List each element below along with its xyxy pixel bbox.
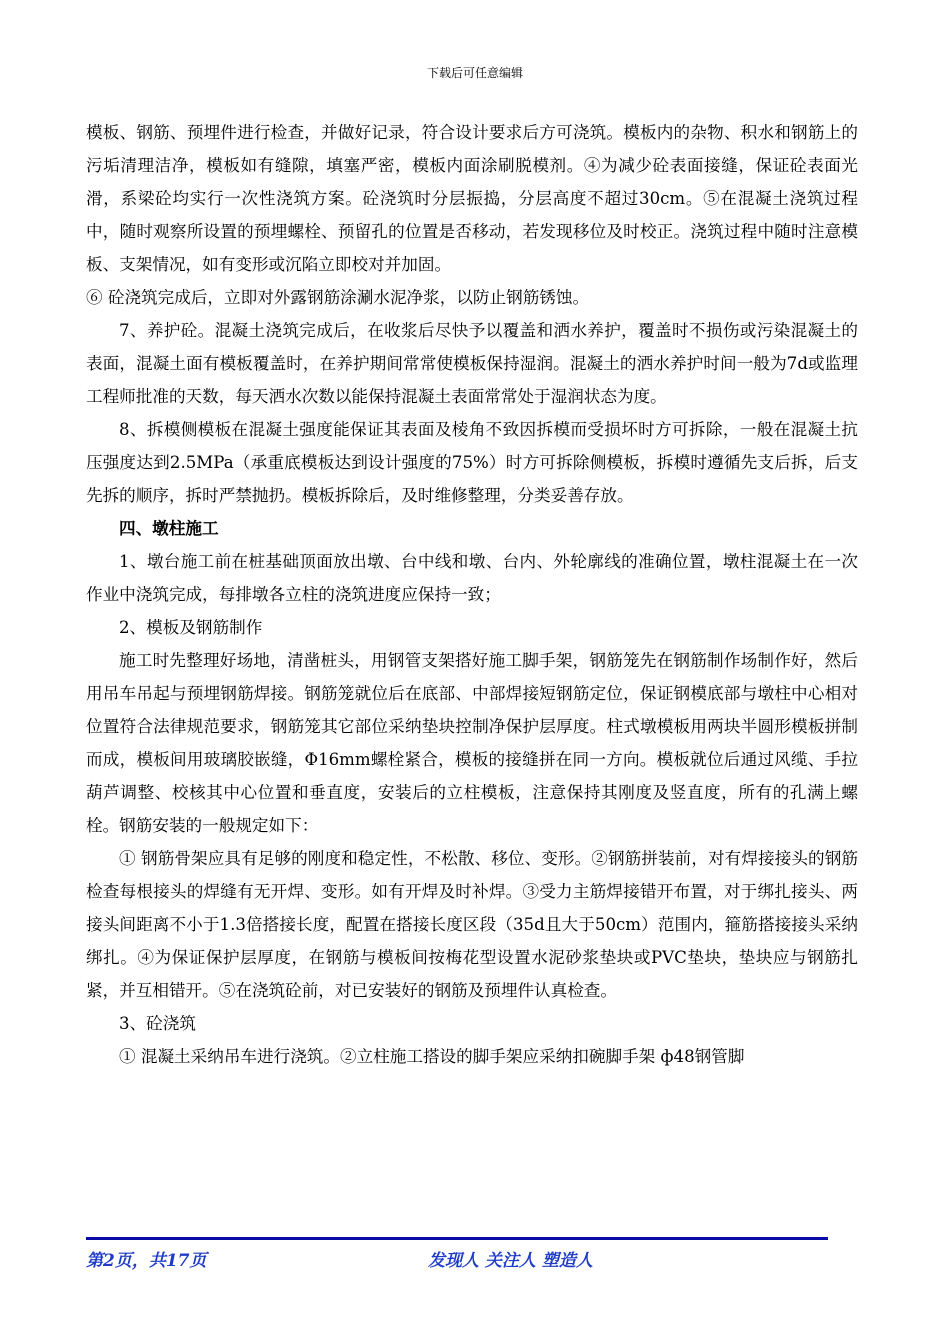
paragraph: 模板、钢筋、预埋件进行检查，并做好记录，符合设计要求后方可浇筑。模板内的杂物、积水和钢筋上的污垢清理洁净，模板如有缝隙，填塞严密，模板内面涂刷脱模剂。④为减少砼表面接缝，保证砼表面光滑，系梁砼均实行一次性浇筑方案。砼浇筑时分层振捣，分层高度不超过30cm。⑤在混凝土浇筑过程中，随时观察所设置的预埋螺栓、预留孔的位置是否移动，若发现移位及时校正。浇筑过程中随时注意模板、支架情况，如有变形或沉陷立即校对并加固。 [86, 123, 858, 274]
paragraph: 7、养护砼。混凝土浇筑完成后，在收浆后尽快予以覆盖和洒水养护，覆盖时不损伤或污染混凝土的表面，混凝土面有模板覆盖时，在养护期间常常使模板保持湿润。混凝土的洒水养护时间一般为7d或监理工程师批准的天数，每天洒水次数以能保持混凝土表面常常处于湿润状态为度。 [86, 321, 858, 406]
page-header: 下载后可任意编辑 [426, 66, 523, 80]
page-footer [86, 1246, 828, 1270]
subheading: 3、砼浇筑 [119, 1014, 196, 1033]
footer-slogan: 发现人 关注人 塑造人 [428, 1251, 593, 1271]
section-heading: 四、墩柱施工 [119, 518, 219, 538]
paragraph: 8、拆模侧模板在混凝土强度能保证其表面及棱角不致因拆模而受损坏时方可拆除，一般在混凝土抗压强度达到2.5MPa（承重底模板达到设计强度的75%）时方可拆除侧模板，拆模时遵循先支后拆，后支先拆的顺序，拆时严禁抛扔。模板拆除后，及时维修整理，分类妥善存放。 [86, 420, 858, 505]
paragraph: ① 钢筋骨架应具有足够的刚度和稳定性，不松散、移位、变形。②钢筋拼装前，对有焊接接头的钢筋检查每根接头的焊缝有无开焊、变形。如有开焊及时补焊。③受力主筋焊接错开布置，对于绑扎接头、两接头间距离不小于1.3倍搭接长度，配置在搭接长度区段（35d且大于50cm）范围内，箍筋搭接接头采纳绑扎。④为保证保护层厚度，在钢筋与模板间按梅花型设置水泥砂浆垫块或PVC垫块，垫块应与钢筋扎紧，并互相错开。⑤在浇筑砼前，对已安装好的钢筋及预埋件认真检查。 [86, 849, 858, 1000]
page-number: 第2页，共17页 [86, 1251, 207, 1271]
paragraph: 1、墩台施工前在桩基础顶面放出墩、台中线和墩、台内、外轮廓线的准确位置，墩柱混凝土在一次作业中浇筑完成，每排墩各立柱的浇筑进度应保持一致； [86, 552, 858, 604]
subheading: 2、模板及钢筋制作 [119, 618, 263, 637]
paragraph: ⑥ 砼浇筑完成后，立即对外露钢筋涂涮水泥净浆，以防止钢筋锈蚀。 [86, 288, 590, 307]
paragraph: 施工时先整理好场地，清凿桩头，用钢管支架搭好施工脚手架，钢筋笼先在钢筋制作场制作好，然后用吊车吊起与预埋钢筋焊接。钢筋笼就位后在底部、中部焊接短钢筋定位，保证钢模底部与墩柱中心相对位置符合法律规范要求，钢筋笼其它部位采纳垫块控制净保护层厚度。柱式墩模板用两块半圆形模板拼制而成，模板间用玻璃胶嵌缝，Φ16mm螺栓紧合，模板的接缝拼在同一方向。模板就位后通过风缆、手拉葫芦调整、校核其中心位置和垂直度，安装后的立柱模板，注意保持其刚度及竖直度，所有的孔满上螺栓。钢筋安装的一般规定如下： [86, 651, 858, 835]
footer-rule [86, 1237, 828, 1240]
paragraph: ① 混凝土采纳吊车进行浇筑。②立柱施工搭设的脚手架应采纳扣碗脚手架 ф48钢管脚 [119, 1047, 745, 1066]
document-body [86, 116, 858, 1073]
